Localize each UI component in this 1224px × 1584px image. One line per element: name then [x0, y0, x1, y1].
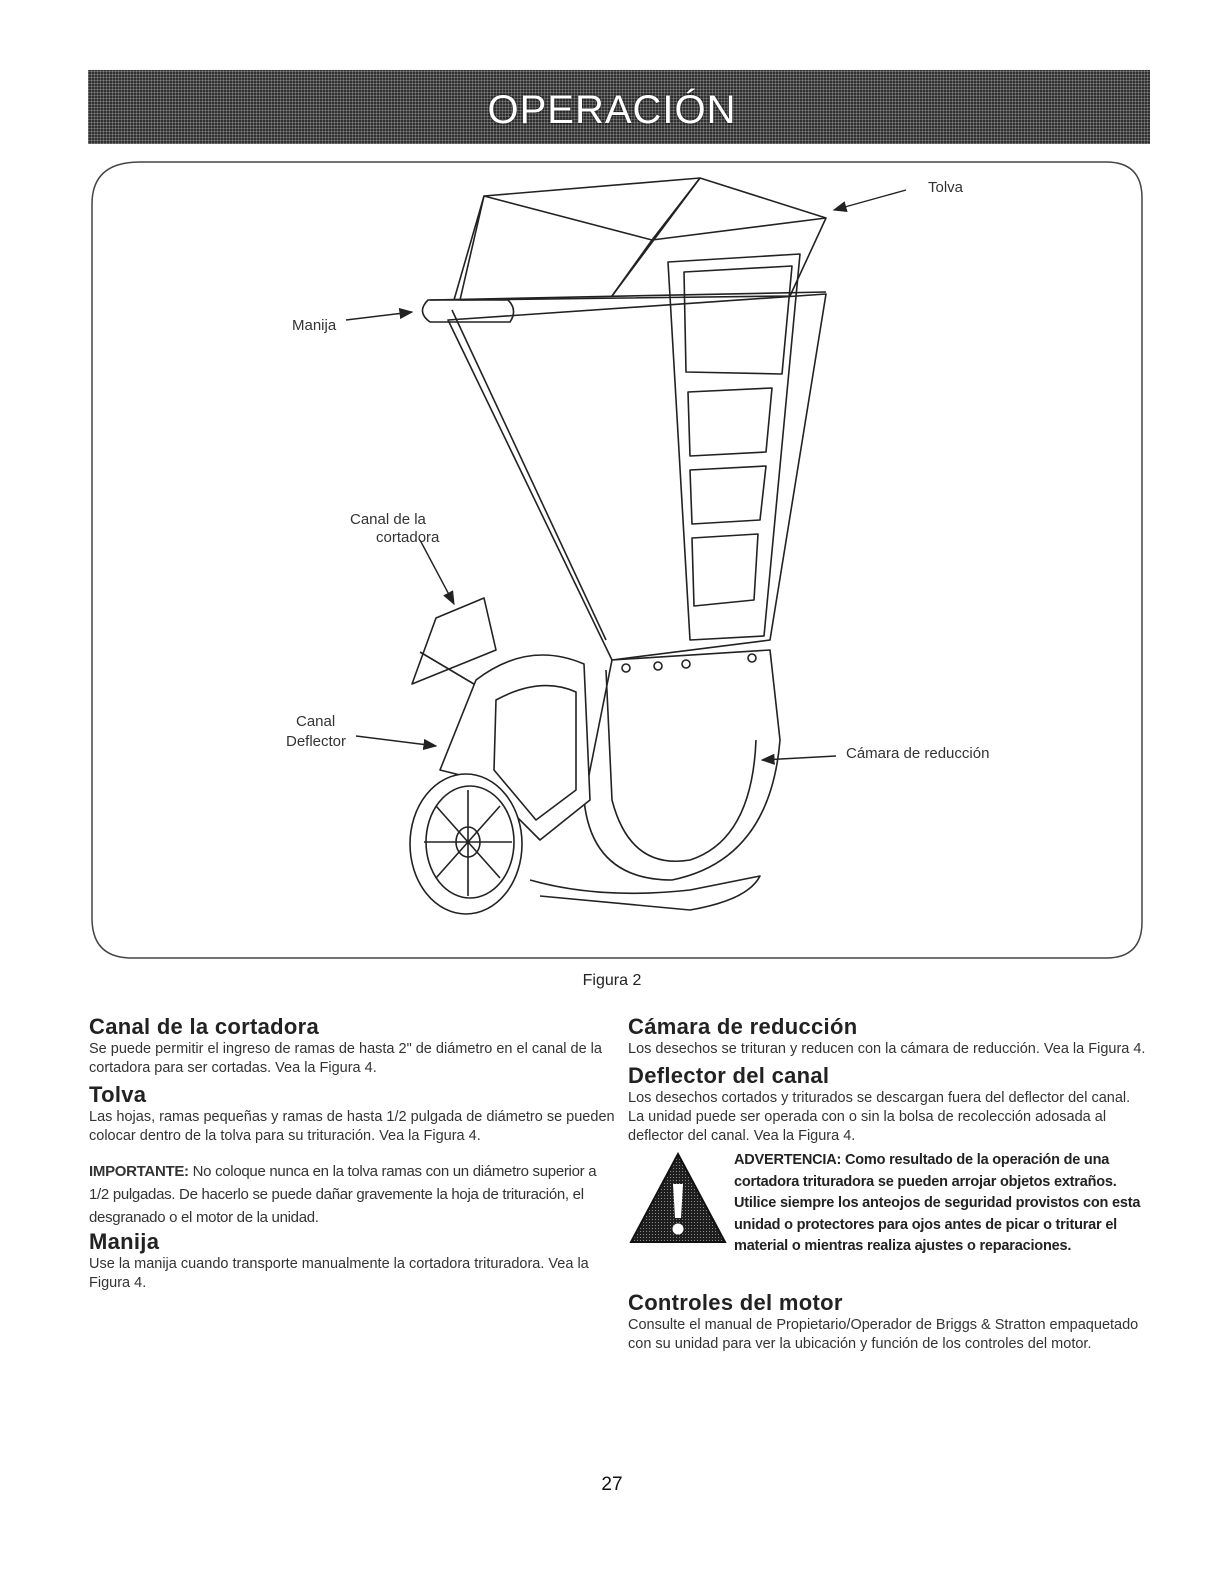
- heading-deflector-canal: Deflector del canal: [628, 1063, 830, 1088]
- important-note: [89, 1160, 619, 1229]
- heading-camara-reduccion: Cámara de reducción: [628, 1014, 858, 1039]
- left-column: [89, 1014, 619, 1297]
- text-deflector-canal: Los desechos cortados y triturados se descargan fuera del deflector del canal. La unidad puede ser operada con o sin la bolsa de recolección adosada al deflector del canal. Vea la Figura 4.: [628, 1090, 1131, 1144]
- page-title: OPERACIÓN: [487, 88, 737, 132]
- warning-text: ADVERTENCIA: Como resultado de la operación de una cortadora trituradora se pueden arrojar objetos extraños. Utilice siempre los anteojos de seguridad provistos con esta unidad o protectores para ojos antes de picar o triturar el material o mientras realiza ajustes o reparaciones.: [734, 1152, 1141, 1254]
- warning-block: [628, 1150, 1150, 1284]
- text-canal-cortadora: Se puede permitir el ingreso de ramas de hasta 2" de diámetro en el canal de la cortadora para ser cortadas. Vea la Figura 4.: [89, 1041, 602, 1076]
- heading-manija: Manija: [89, 1229, 160, 1254]
- label-canal-deflector-line1: Canal: [296, 713, 336, 730]
- warning-triangle-icon: [628, 1150, 728, 1250]
- heading-controles-motor: Controles del motor: [628, 1290, 843, 1315]
- text-camara-reduccion: Los desechos se trituran y reducen con la cámara de reducción. Vea la Figura 4.: [628, 1041, 1146, 1057]
- label-camara-reduccion: Cámara de reducción: [846, 745, 990, 762]
- label-canal-cortadora-line2: cortadora: [376, 529, 440, 546]
- right-column: [628, 1014, 1150, 1358]
- label-canal-deflector-line2: Deflector: [286, 733, 347, 750]
- heading-canal-cortadora: Canal de la cortadora: [89, 1014, 320, 1039]
- heading-tolva: Tolva: [89, 1082, 147, 1107]
- important-text: No coloque nunca en la tolva ramas con un diámetro superior a 1/2 pulgadas. De hacerlo se puede dañar gravemente la hoja de trituración, el desgranado o el motor de la unidad.: [89, 1163, 597, 1226]
- figure-caption: Figura 2: [582, 972, 642, 989]
- page-number: 27: [601, 1474, 623, 1495]
- label-tolva: Tolva: [928, 179, 964, 196]
- important-label: IMPORTANTE:: [89, 1163, 189, 1180]
- text-controles-motor: Consulte el manual de Propietario/Operador de Briggs & Stratton empaquetado con su unidad para ver la ubicación y función de los controles del motor.: [628, 1317, 1139, 1352]
- label-canal-cortadora-line1: Canal de la: [350, 511, 426, 528]
- text-tolva: Las hojas, ramas pequeñas y ramas de hasta 1/2 pulgada de diámetro se pueden colocar dentro de la tolva para su trituración. Vea la Figura 4.: [89, 1109, 615, 1144]
- label-manija: Manija: [292, 317, 337, 334]
- text-manija: Use la manija cuando transporte manualmente la cortadora trituradora. Vea la Figura 4.: [89, 1256, 589, 1291]
